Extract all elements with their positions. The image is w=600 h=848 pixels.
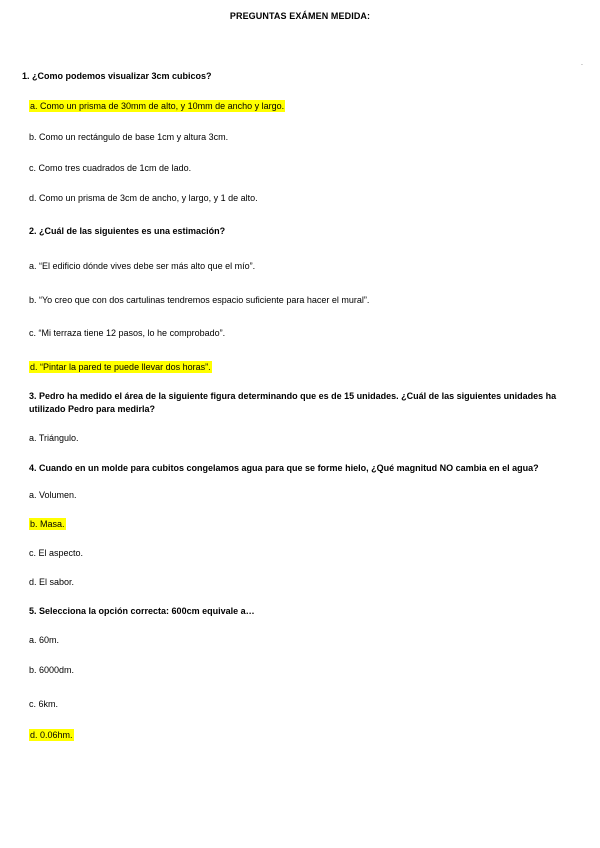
answer-highlight: b. Masa. xyxy=(30,519,65,529)
question-4-option-d: d. El sabor. xyxy=(29,577,75,587)
question-5-option-b: b. 6000dm. xyxy=(29,665,75,675)
question-2-option-b: b. “Yo creo que con dos cartulinas tendremos espacio suficiente para hacer el mural”. xyxy=(29,295,370,305)
answer-highlight: d. “Pintar la pared te puede llevar dos horas”. xyxy=(30,362,211,372)
question-1-option-a xyxy=(29,100,285,112)
question-3: 3. Pedro ha medido el área de la siguiente figura determinando que es de 15 unidades. ¿Cuál de las siguientes unidades ha utilizado Pedro para medirla? xyxy=(29,391,557,414)
question-5-option-d xyxy=(29,729,74,741)
answer-highlight: a. Como un prisma de 30mm de alto, y 10mm de ancho y largo. xyxy=(30,101,285,111)
question-1: 1. ¿Como podemos visualizar 3cm cubicos? xyxy=(22,71,212,81)
answer-highlight: d. 0.06hm. xyxy=(30,730,73,740)
question-1-option-b: b. Como un rectángulo de base 1cm y altura 3cm. xyxy=(29,132,229,142)
question-3-option-a: a. Triángulo. xyxy=(29,433,79,443)
question-4: 4. Cuando en un molde para cubitos congelamos agua para que se forme hielo, ¿Qué magnitud NO cambia en el agua? xyxy=(29,463,539,473)
question-5-option-a: a. 60m. xyxy=(29,635,60,645)
question-2-option-d xyxy=(29,361,212,373)
question-2-option-c: c. “Mi terraza tiene 12 pasos, lo he comprobado”. xyxy=(29,328,226,338)
question-1-option-c: c. Como tres cuadrados de 1cm de lado. xyxy=(29,163,192,173)
stray-mark: . xyxy=(581,60,583,67)
question-4-option-a: a. Volumen. xyxy=(29,490,77,500)
question-1-option-d: d. Como un prisma de 3cm de ancho, y largo, y 1 de alto. xyxy=(29,193,258,203)
page-title: PREGUNTAS EXÁMEN MEDIDA: xyxy=(229,11,371,21)
question-4-option-b xyxy=(29,518,66,530)
question-4-option-c: c. El aspecto. xyxy=(29,548,84,558)
question-5: 5. Selecciona la opción correcta: 600cm equivale a… xyxy=(29,606,255,616)
question-5-option-c: c. 6km. xyxy=(29,699,59,709)
question-2-option-a: a. “El edificio dónde vives debe ser más alto que el mío”. xyxy=(29,261,256,271)
question-2: 2. ¿Cuál de las siguientes es una estimación? xyxy=(29,226,226,236)
